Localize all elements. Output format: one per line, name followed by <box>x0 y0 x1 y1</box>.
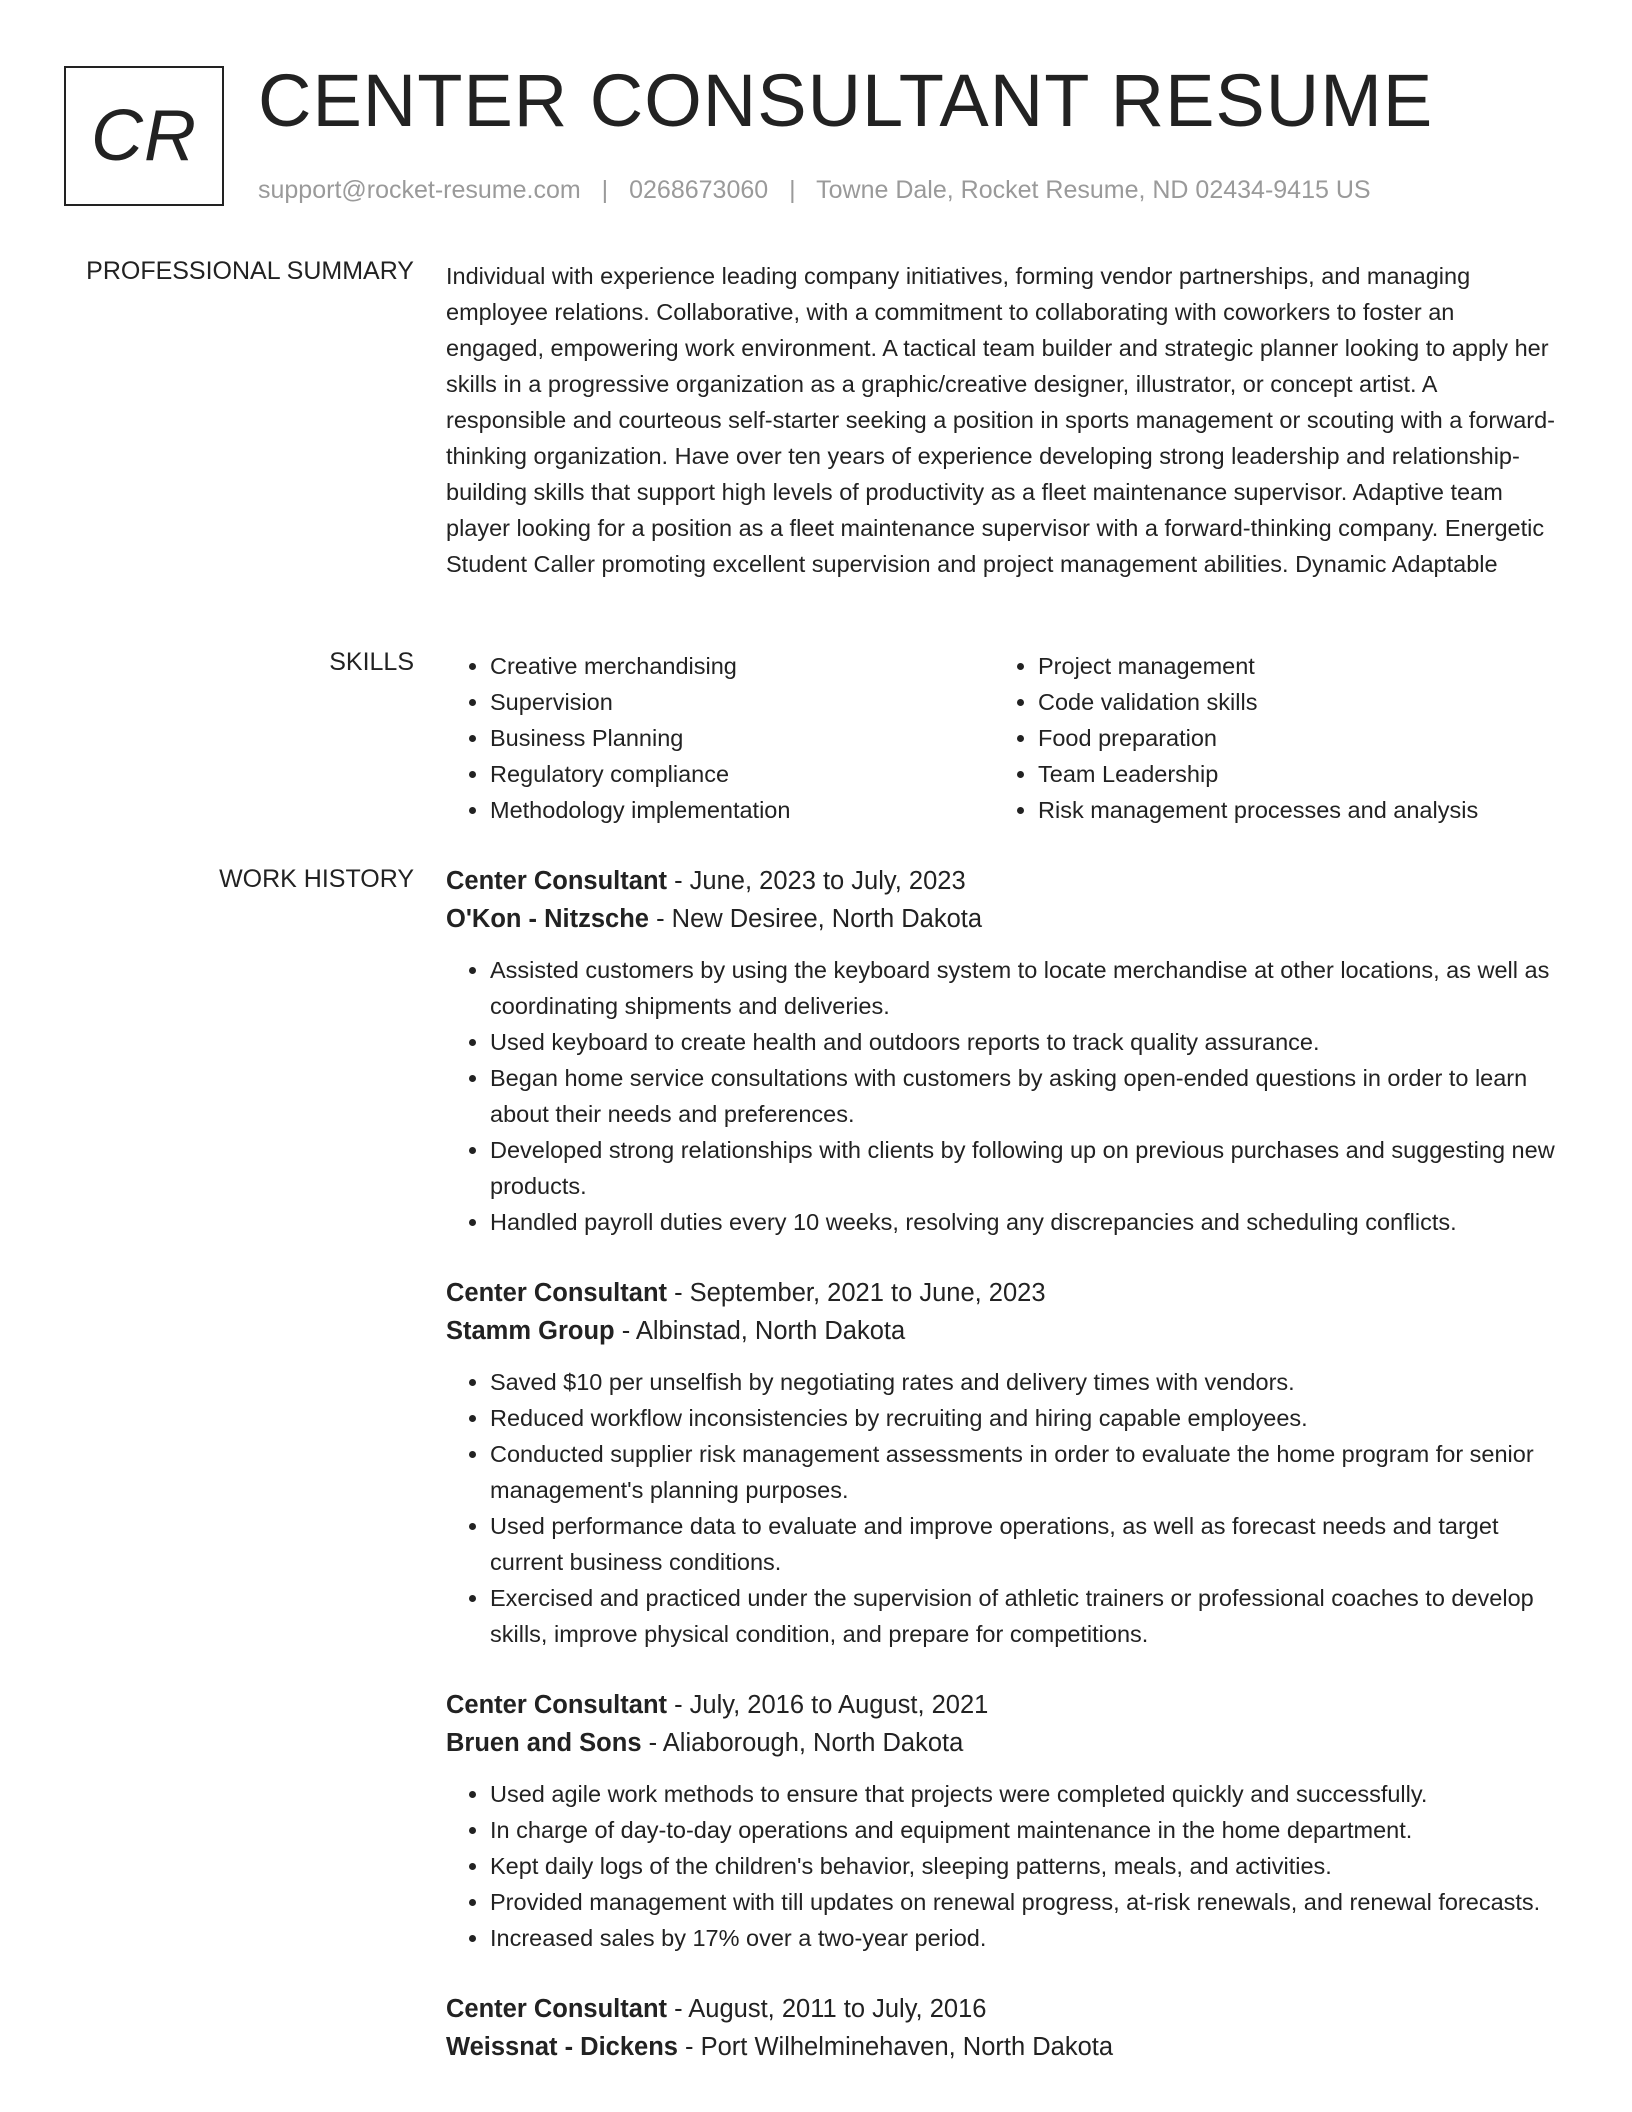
section-label-work-history: WORK HISTORY <box>219 865 414 893</box>
job-bullet: • Began home service consultations with customers by asking open-ended questions in order to learn about their needs and preferences. <box>490 1060 1556 1132</box>
skill-item: • Regulatory compliance <box>490 756 994 792</box>
job-bullet: • Provided management with till updates on renewal progress, at-risk renewals, and renewal forecasts. <box>490 1884 1556 1920</box>
job-title: Center Consultant <box>446 1279 668 1307</box>
contact-email: support@rocket-resume.com <box>258 176 581 204</box>
job-bullet: • Used agile work methods to ensure that projects were completed quickly and successfully. <box>490 1776 1556 1812</box>
job-entry <box>446 862 1556 1240</box>
job-bullet: • Used keyboard to create health and outdoors reports to track quality assurance. <box>490 1024 1556 1060</box>
section-label-summary: PROFESSIONAL SUMMARY <box>86 257 414 285</box>
job-location: - Aliaborough, North Dakota <box>641 1729 964 1757</box>
skill-item: • Methodology implementation <box>490 792 994 828</box>
job-entry <box>446 1990 1556 2066</box>
skill-item: • Food preparation <box>1038 720 1478 756</box>
monogram-initials: CR <box>91 96 197 176</box>
job-dates: - August, 2011 to July, 2016 <box>667 1995 987 2023</box>
job-bullets <box>446 952 1556 1240</box>
job-bullet: • Increased sales by 17% over a two-year period. <box>490 1920 1556 1956</box>
job-bullet: • Used performance data to evaluate and improve operations, as well as forecast needs and target current business conditions. <box>490 1508 1556 1580</box>
job-bullet: • Handled payroll duties every 10 weeks, resolving any discrepancies and scheduling conflicts. <box>490 1204 1556 1240</box>
job-company: Weissnat - Dickens <box>446 2033 678 2061</box>
summary-text: Individual with experience leading company initiatives, forming vendor partnerships, and managing employee relations. Collaborative, with a commitment to collaborating with coworkers to foster an engaged, empowering work environment. A tactical team builder and strategic planner looking to apply her skills in a progressive organization as a graphic/creative designer, illustrator, or concept artist. A responsible and courteous self-starter seeking a position in sports management or scouting with a forward-thinking organization. Have over ten years of experience developing strong leadership and relationship-building skills that support high levels of productivity as a fleet maintenance supervisor. Adaptive team player looking for a position as a fleet maintenance supervisor with a forward-thinking company. Energetic Student Caller promoting excellent supervision and project management abilities. Dynamic Adaptable <box>446 263 1555 577</box>
job-title: Center Consultant <box>446 1995 668 2023</box>
job-company: Bruen and Sons <box>446 1729 642 1757</box>
job-location: - Port Wilhelminehaven, North Dakota <box>677 2033 1114 2061</box>
job-bullet: • Kept daily logs of the children's behavior, sleeping patterns, meals, and activities. <box>490 1848 1556 1884</box>
job-bullet: • Conducted supplier risk management assessments in order to evaluate the home program for senior management's planning purposes. <box>490 1436 1556 1508</box>
job-company-line <box>446 900 1556 938</box>
skills-section <box>446 648 1556 828</box>
contact-line <box>258 176 1371 205</box>
job-title-line <box>446 1990 1556 2028</box>
job-bullet: • In charge of day-to-day operations and equipment maintenance in the home department. <box>490 1812 1556 1848</box>
contact-phone: 0268673060 <box>629 176 769 204</box>
job-bullet: • Assisted customers by using the keyboard system to locate merchandise at other locations, as well as coordinating shipments and deliveries. <box>490 952 1556 1024</box>
skill-item: • Project management <box>1038 648 1478 684</box>
job-company: O'Kon - Nitzsche <box>446 905 649 933</box>
skill-item: • Supervision <box>490 684 994 720</box>
skills-list-left <box>446 648 994 828</box>
section-label-skills: SKILLS <box>329 648 414 676</box>
job-dates: - June, 2023 to July, 2023 <box>667 867 966 895</box>
skills-list-right <box>994 648 1478 828</box>
job-company-line <box>446 1312 1556 1350</box>
resume-title: CENTER CONSULTANT RESUME <box>258 59 1434 142</box>
skill-item: • Team Leadership <box>1038 756 1478 792</box>
job-company: Stamm Group <box>446 1317 615 1345</box>
job-bullet: • Saved $10 per unselfish by negotiating rates and delivery times with vendors. <box>490 1364 1556 1400</box>
contact-address: Towne Dale, Rocket Resume, ND 02434-9415 US <box>816 176 1371 204</box>
job-dates: - September, 2021 to June, 2023 <box>667 1279 1046 1307</box>
skill-item: • Business Planning <box>490 720 994 756</box>
monogram-badge <box>64 66 224 206</box>
job-dates: - July, 2016 to August, 2021 <box>667 1691 989 1719</box>
skill-item: • Risk management processes and analysis <box>1038 792 1478 828</box>
summary-section <box>446 258 1556 582</box>
job-company-line <box>446 1724 1556 1762</box>
job-title-line <box>446 862 1556 900</box>
contact-separator: | <box>601 176 609 204</box>
job-bullet: • Developed strong relationships with clients by following up on previous purchases and suggesting new products. <box>490 1132 1556 1204</box>
job-title: Center Consultant <box>446 1691 668 1719</box>
job-bullets <box>446 1364 1556 1652</box>
job-bullet: • Exercised and practiced under the supervision of athletic trainers or professional coaches to develop skills, improve physical condition, and prepare for competitions. <box>490 1580 1556 1652</box>
skills-grid <box>446 648 1556 828</box>
job-title-line <box>446 1274 1556 1312</box>
job-bullet: • Reduced workflow inconsistencies by recruiting and hiring capable employees. <box>490 1400 1556 1436</box>
job-location: - New Desiree, North Dakota <box>649 905 983 933</box>
job-entry <box>446 1686 1556 1956</box>
contact-separator: | <box>789 176 796 204</box>
work-history-section <box>446 862 1556 2100</box>
job-title: Center Consultant <box>446 867 668 895</box>
job-entry <box>446 1274 1556 1652</box>
job-company-line <box>446 2028 1556 2066</box>
job-title-line <box>446 1686 1556 1724</box>
job-location: - Albinstad, North Dakota <box>614 1317 906 1345</box>
job-bullets <box>446 1776 1556 1956</box>
skill-item: • Creative merchandising <box>490 648 994 684</box>
skill-item: • Code validation skills <box>1038 684 1478 720</box>
